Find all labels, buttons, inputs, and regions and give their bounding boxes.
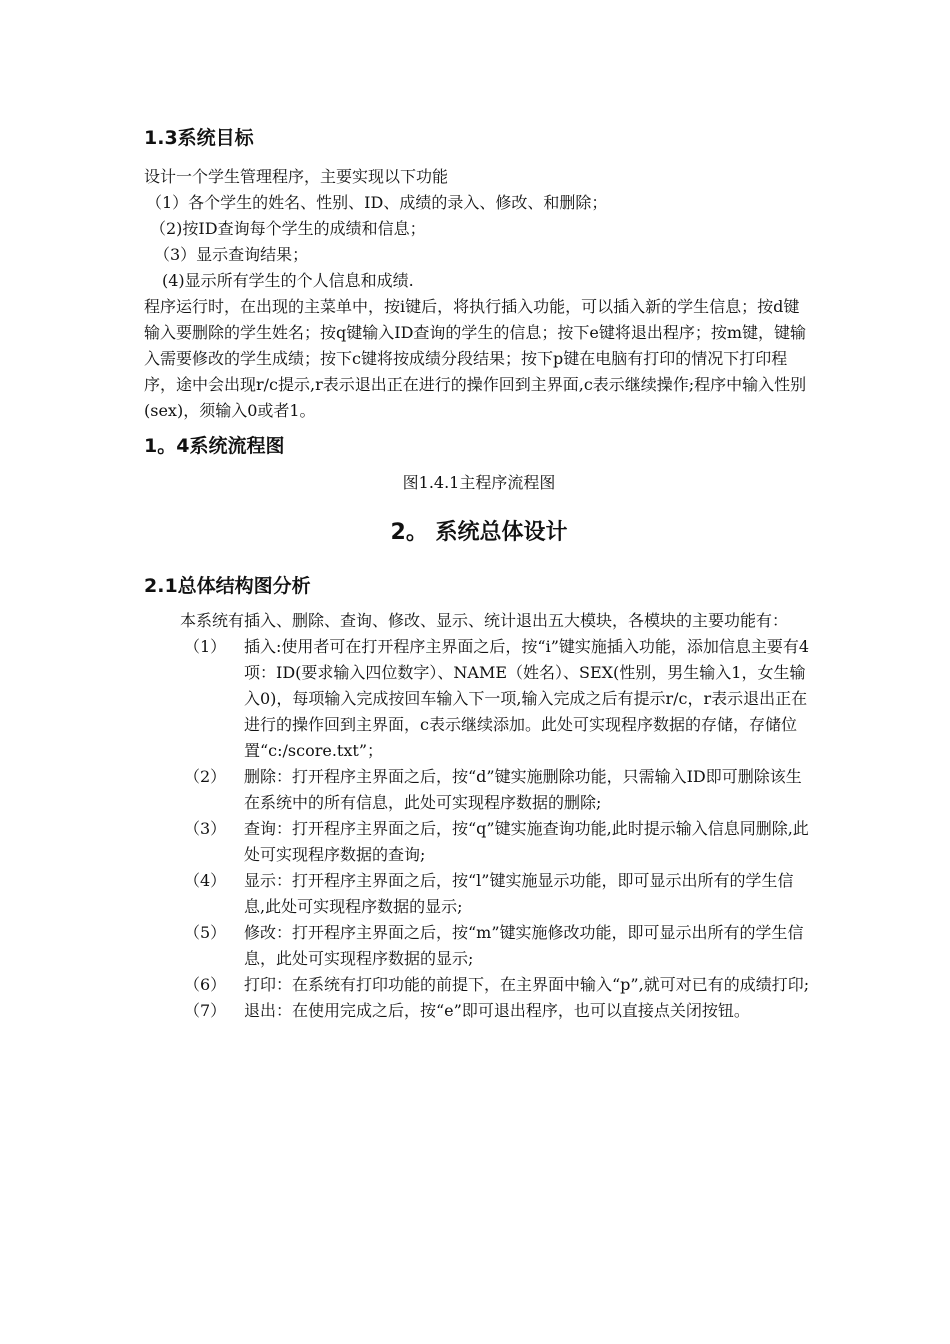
chapter-2-title: 2。 系统总体设计 — [390, 520, 568, 545]
list-item — [144, 634, 814, 764]
list-item — [144, 816, 814, 868]
list-item — [144, 920, 814, 972]
figure-caption: 图1.4.1主程序流程图 — [402, 473, 556, 492]
list-item-text: 修改：打开程序主界面之后，按“m”键实施修改功能，即可显示出所有的学生信息，此处可实现程序数据的显示; — [244, 923, 804, 968]
list-item-text: 插入:使用者可在打开程序主界面之后，按“i”键实施插入功能，添加信息主要有4项：ID(要求输入四位数字）、NAME（姓名）、SEX(性别，男生输入1，女生输入0)，每项输入完成按回车输入下一项,输入完成之后有提示r/c，r表示退出正在进行的操作回到主界面，c表示继续添加。此处可实现程序数据的存储，存储位置“c:/score.txt”； — [244, 637, 810, 760]
section-1-3-intro: 设计一个学生管理程序，主要实现以下功能 — [144, 167, 449, 186]
section-1-4-heading: 1。4系统流程图 — [144, 435, 285, 457]
section-1-3-description: 程序运行时，在出现的主菜单中，按i键后，将执行插入功能，可以插入新的学生信息；按d键输入要删除的学生姓名；按q键输入ID查询的学生的信息；按下e键将退出程序；按m键，键输入需要修改的学生成绩；按下c键将按成绩分段结果；按下p键在电脑有打印的情况下打印程序，途中会出现r/c提示,r表示退出正在进行的操作回到主界面,c表示继续操作;程序中输入性别(sex)，须输入0或者1。 — [144, 297, 807, 420]
list-item-number: （1） — [184, 637, 227, 656]
list-item-number: （3） — [184, 819, 227, 838]
section-2-1-heading: 2.1总体结构图分析 — [144, 575, 311, 597]
list-item-text: 显示：打开程序主界面之后，按“l”键实施显示功能，即可显示出所有的学生信息,此处可实现程序数据的显示; — [244, 871, 794, 916]
goal-item-1: （1）各个学生的姓名、性别、ID、成绩的录入、修改、和删除； — [146, 193, 608, 212]
goal-item-4: (4)显示所有学生的个人信息和成绩. — [162, 271, 414, 290]
list-item-text: 打印：在系统有打印功能的前提下，在主界面中输入“p”,就可对已有的成绩打印; — [244, 975, 810, 994]
goal-item-3: （3）显示查询结果； — [154, 245, 309, 264]
list-item — [144, 868, 814, 920]
list-item — [144, 764, 814, 816]
document-page — [144, 120, 814, 1024]
section-1-3-heading: 1.3系统目标 — [144, 127, 254, 149]
section-2-1-intro: 本系统有插入、删除、查询、修改、显示、统计退出五大模块，各模块的主要功能有： — [180, 611, 789, 630]
list-item-text: 删除：打开程序主界面之后，按“d”键实施删除功能，只需输入ID即可删除该生在系统中的所有信息，此处可实现程序数据的删除; — [244, 767, 802, 812]
list-item-text: 退出：在使用完成之后，按“e”即可退出程序，也可以直接点关闭按钮。 — [244, 1001, 750, 1020]
list-item-text: 查询：打开程序主界面之后，按“q”键实施查询功能,此时提示输入信息同删除,此处可实现程序数据的查询; — [244, 819, 809, 864]
list-item-number: （7） — [184, 1001, 227, 1020]
module-list — [144, 634, 814, 1024]
list-item — [144, 972, 814, 998]
goal-item-2: （2)按ID查询每个学生的成绩和信息； — [150, 219, 426, 238]
list-item — [144, 998, 814, 1024]
list-item-number: （2） — [184, 767, 227, 786]
list-item-number: （4） — [184, 871, 227, 890]
list-item-number: （5） — [184, 923, 227, 942]
list-item-number: （6） — [184, 975, 227, 994]
